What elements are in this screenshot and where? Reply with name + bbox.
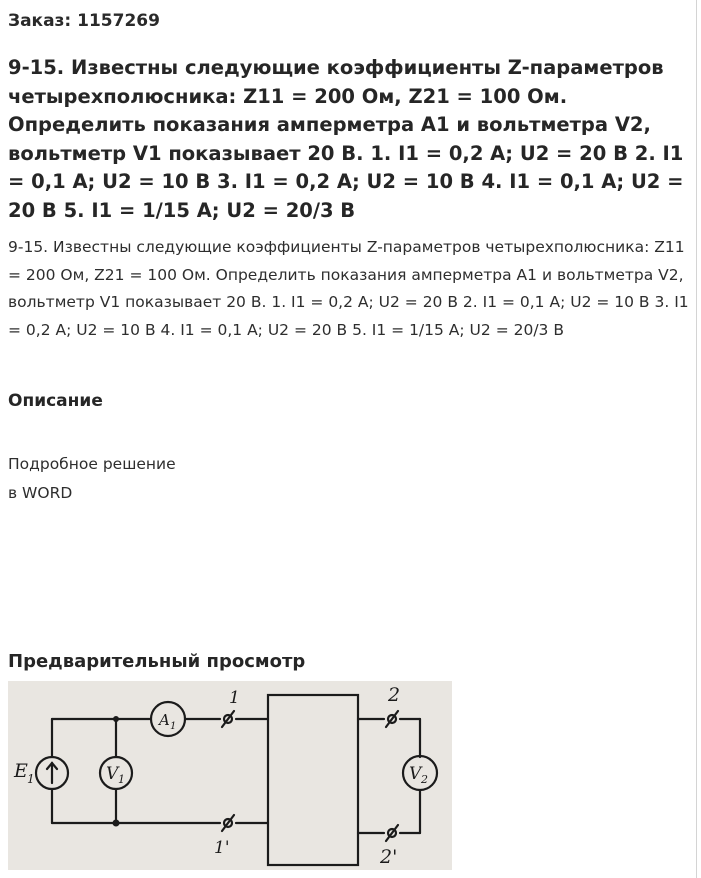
ammeter-label: A: [159, 711, 170, 729]
problem-title: 9-15. Известны следующие коэффициенты Z-параметров четырехполюсника: Z11 = 200 Ом, Z21 = 100 Ом. Определить показания амперметра A1 и вольтметра V2, вольтметр V1 показывает 20 В. 1. I1 = 0,2 А; U2 = 20 В 2. I1 = 0,1 А; U2 = 10 В 3. I1 = 0,2 А; U2 = 10 В 4. I1 = 0,1 А; U2 = 20 В 5. I1 = 1/15 А; U2 = 20/3 В: [8, 56, 684, 222]
preview-heading: Предварительный просмотр: [8, 651, 306, 672]
voltmeter-2-label-sub: 2: [421, 773, 428, 786]
order-number: Заказ: 1157269: [8, 11, 160, 31]
voltmeter-1-label-sub: 1: [118, 773, 125, 786]
problem-text: 9-15. Известны следующие коэффициенты Z-параметров четырехполюсника: Z11 = 200 Ом, Z21 = 100 Ом. Определить показания амперметра A1 и вольтметра V2, вольтметр V1 показывает 20 В. 1. I1 = 0,2 А; U2 = 20 В 2. I1 = 0,1 А; U2 = 10 В 3. I1 = 0,2 А; U2 = 10 В 4. I1 = 0,1 А; U2 = 20 В 5. I1 = 1/15 А; U2 = 20/3 В: [8, 238, 689, 339]
terminal-2-label: 2: [388, 684, 401, 706]
terminal-2-prime-label: 2': [380, 846, 398, 868]
circuit-diagram: [8, 681, 452, 870]
two-port-box: [268, 695, 358, 865]
description-heading: Описание: [8, 391, 103, 411]
divider: [696, 0, 697, 878]
description-line: в WORD: [8, 484, 73, 502]
terminal-1-prime-label: 1': [214, 838, 230, 858]
ammeter-label-sub: 1: [170, 721, 177, 732]
voltmeter-2-label: V: [409, 764, 422, 784]
description-line: Подробное решение: [8, 455, 176, 473]
source-label-sub: 1: [27, 772, 35, 786]
source-label: E: [14, 760, 28, 782]
circuit-preview-image[interactable]: [8, 681, 452, 870]
voltmeter-1-label: V: [106, 764, 119, 784]
terminal-1-label: 1: [229, 688, 240, 708]
